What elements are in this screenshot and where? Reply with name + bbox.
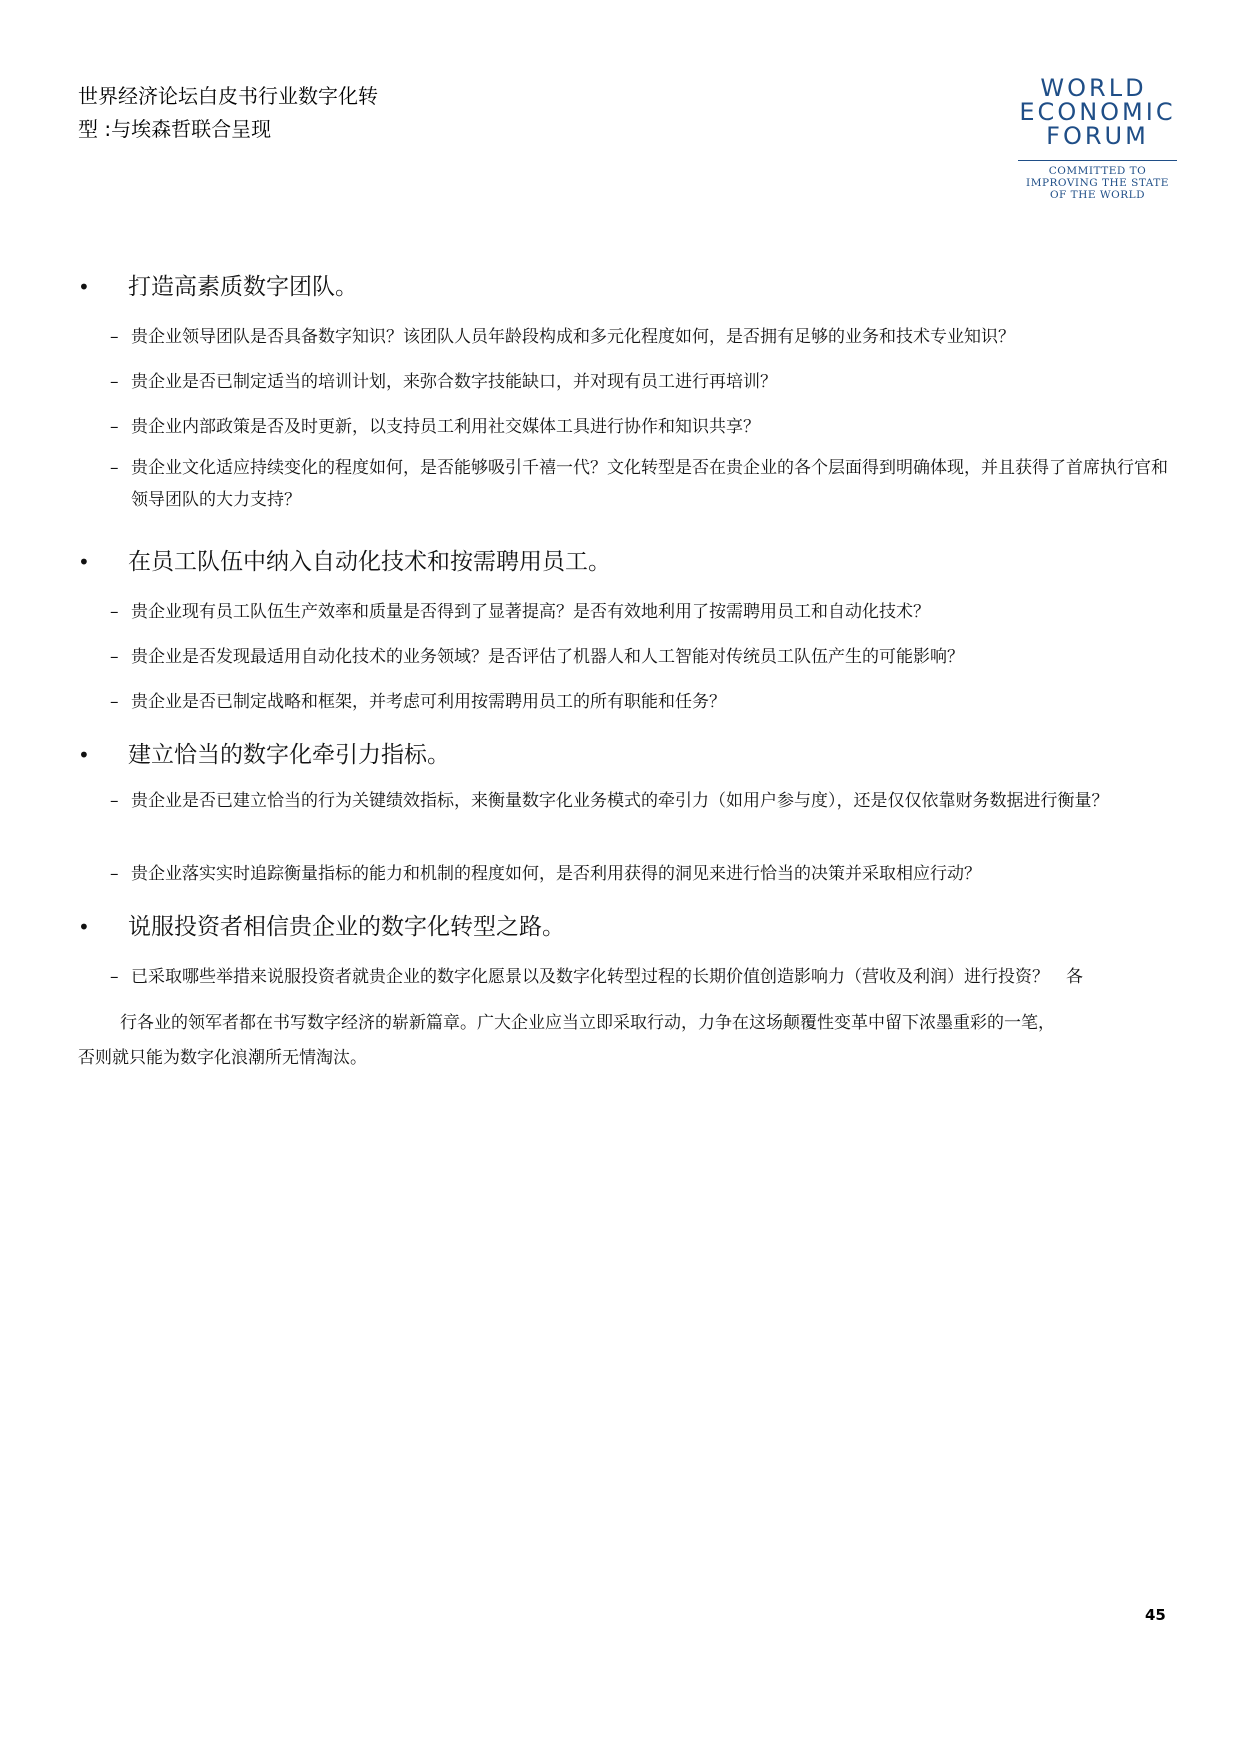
- logo-tagline-1: COMMITTED TO: [1048, 165, 1147, 177]
- question-text: 贵企业是否已制定适当的培训计划，来弥合数字技能缺口，并对现有员工进行再培训？: [131, 372, 777, 392]
- question-item: [110, 858, 1170, 890]
- question-item: [110, 366, 1170, 398]
- report-title: [78, 80, 438, 146]
- section-heading-text: 在员工队伍中纳入自动化技术和按需聘用员工。: [128, 549, 611, 575]
- closing-paragraph: [78, 1006, 1178, 1076]
- bullet-icon: •: [78, 275, 90, 299]
- question-item: [110, 321, 1170, 353]
- report-title-line-1: 世界经济论坛白皮书行业数字化转: [78, 84, 378, 108]
- question-item: [110, 641, 1170, 673]
- question-text: 贵企业内部政策是否及时更新，以支持员工利用社交媒体工具进行协作和知识共享？: [131, 417, 760, 437]
- question-item: [110, 686, 1170, 718]
- question-text: 贵企业是否已制定战略和框架，并考虑可利用按需聘用员工的所有职能和任务？: [131, 692, 726, 712]
- question-item: [110, 411, 1170, 443]
- section-heading-text: 打造高素质数字团队。: [128, 274, 358, 300]
- question-item: [110, 961, 1185, 993]
- question-text: 贵企业是否已建立恰当的行为关键绩效指标，来衡量数字化业务模式的牵引力（如用户参与度），还是仅仅依靠财务数据进行衡量？: [131, 791, 1109, 811]
- bullet-icon: •: [78, 915, 90, 939]
- question-item: [110, 452, 1170, 516]
- dash-icon: –: [110, 647, 119, 667]
- logo-divider: [1018, 160, 1177, 161]
- logo-tagline-2: IMPROVING THE STATE: [1026, 177, 1169, 189]
- closing-line-1: 行各业的领军者都在书写数字经济的崭新篇章。广大企业应当立即采取行动，力争在这场颠覆性变革中留下浓墨重彩的一笔，: [120, 1013, 1055, 1033]
- dash-icon: –: [110, 372, 119, 392]
- dash-icon: –: [110, 327, 119, 347]
- logo-word-world: WORLD: [1040, 74, 1147, 102]
- question-text: 已采取哪些举措来说服投资者就贵企业的数字化愿景以及数字化转型过程的长期价值创造影响力（营收及利润）进行投资？ 各: [131, 967, 1083, 987]
- report-title-line-2: 型 :与埃森哲联合呈现: [78, 117, 272, 141]
- section-heading-text: 建立恰当的数字化牵引力指标。: [128, 742, 450, 768]
- dash-icon: –: [110, 864, 119, 884]
- question-item: [110, 596, 1170, 628]
- section-heading-text: 说服投资者相信贵企业的数字化转型之路。: [128, 914, 565, 940]
- dash-icon: –: [110, 692, 119, 712]
- dash-icon: –: [110, 417, 119, 437]
- logo-tagline-3: OF THE WORLD: [1049, 189, 1146, 201]
- logo-word-forum: FORUM: [1046, 122, 1149, 150]
- dash-icon: –: [110, 967, 119, 987]
- bullet-icon: •: [78, 550, 90, 574]
- question-text: 贵企业是否发现最适用自动化技术的业务领域？是否评估了机器人和人工智能对传统员工队伍产生的可能影响？: [131, 647, 964, 667]
- question-text: 贵企业落实实时追踪衡量指标的能力和机制的程度如何，是否利用获得的洞见来进行恰当的决策并采取相应行动？: [131, 864, 981, 884]
- dash-icon: –: [110, 791, 119, 811]
- question-text: 贵企业现有员工队伍生产效率和质量是否得到了显著提高？是否有效地利用了按需聘用员工和自动化技术？: [131, 602, 930, 622]
- question-text: 贵企业领导团队是否具备数字知识？该团队人员年龄段构成和多元化程度如何，是否拥有足够的业务和技术专业知识？: [131, 327, 1015, 347]
- logo-word-economic: ECONOMIC: [1019, 98, 1176, 126]
- page-number: 45: [1145, 1606, 1166, 1624]
- dash-icon: –: [110, 602, 119, 622]
- closing-line-2: 否则就只能为数字化浪潮所无情淘汰。: [78, 1048, 367, 1068]
- question-text: 贵企业文化适应持续变化的程度如何，是否能够吸引千禧一代？文化转型是否在贵企业的各个层面得到明确体现，并且获得了首席执行官和领导团队的大力支持？: [131, 458, 1168, 510]
- bullet-icon: •: [78, 743, 90, 767]
- world-economic-forum-logo: [1010, 76, 1185, 201]
- dash-icon: –: [110, 458, 119, 478]
- question-item: [110, 790, 1185, 812]
